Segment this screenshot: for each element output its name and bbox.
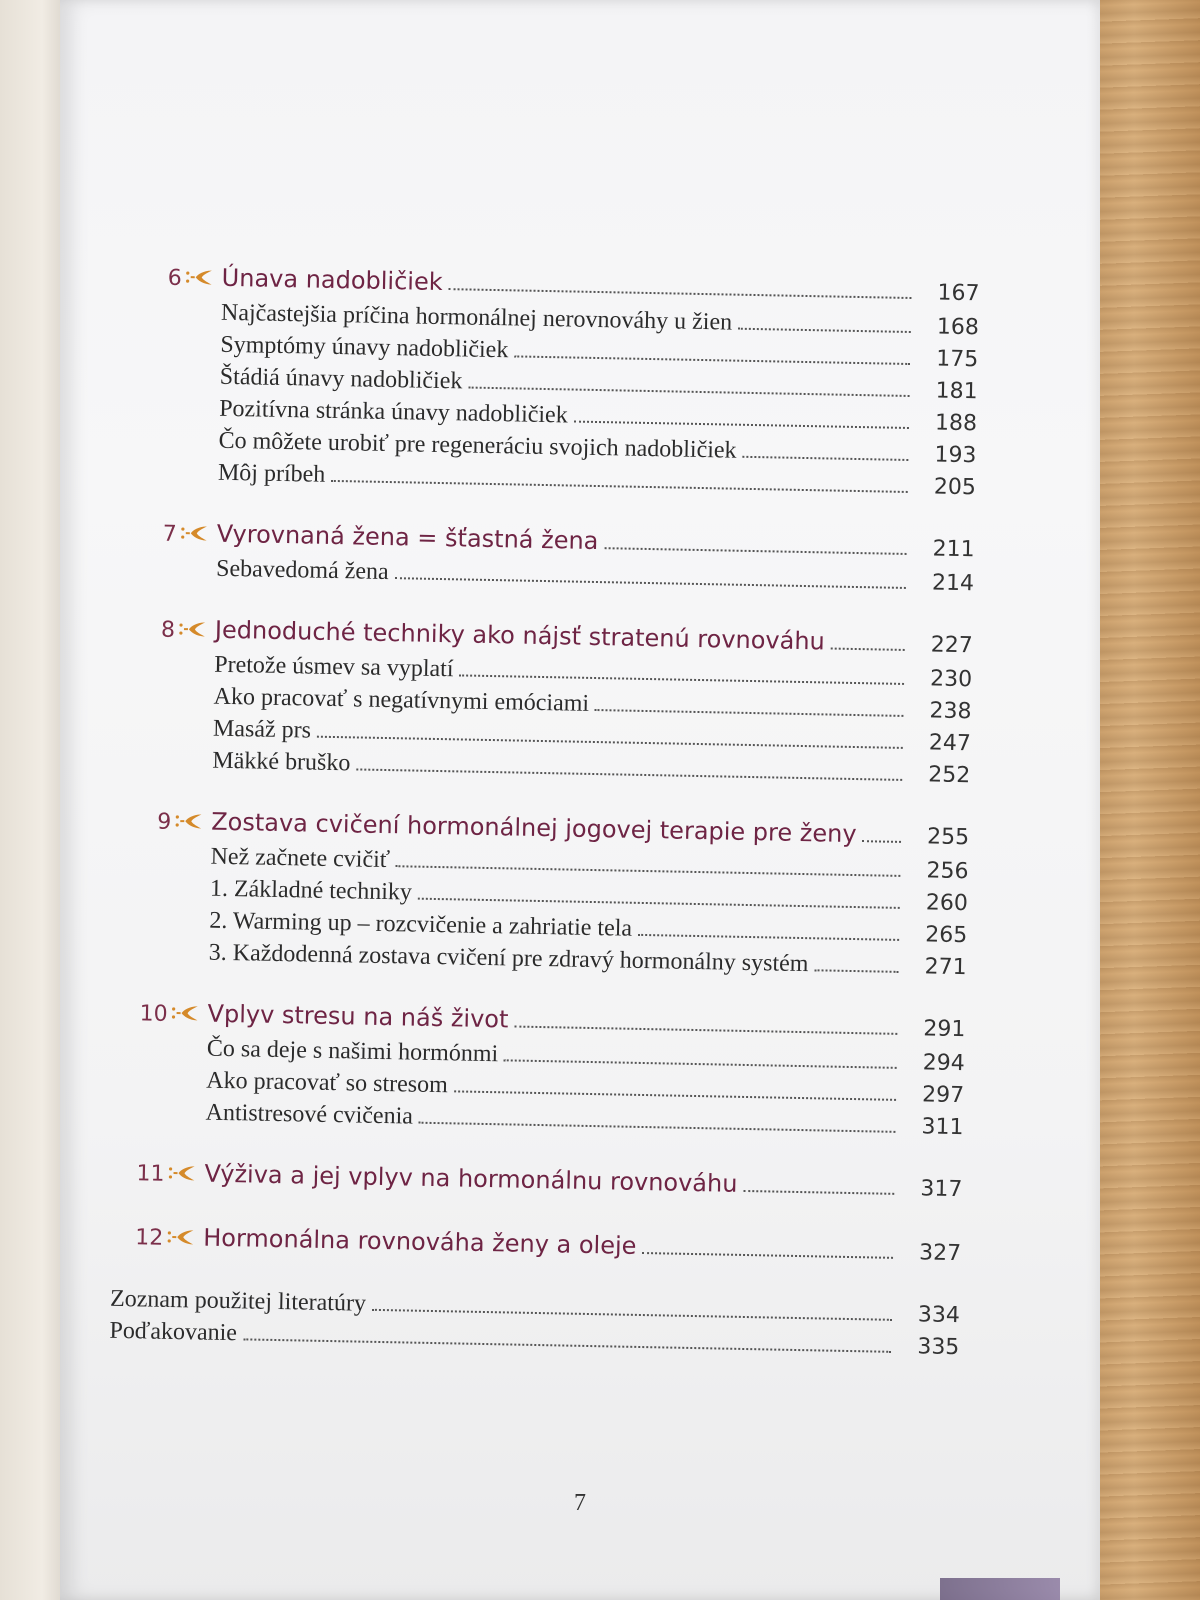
entry-page-number: 252 [928,762,971,789]
back-matter-title: Poďakovanie [109,1317,238,1347]
entry-title: Sebavedomá žena [215,555,389,586]
toc-chapter-row[interactable] [112,1158,963,1210]
entry-page-number: 214 [931,570,975,597]
entry-title: Štádiá únavy nadobličiek [219,363,463,395]
table-of-contents [109,262,980,1394]
entry-page-number: 260 [925,890,969,917]
chapter-title: Hormonálna rovnováha ženy a oleje [203,1223,637,1260]
dot-leader [396,864,900,877]
toc-chapter-section [113,998,965,1146]
dot-leader [574,420,909,429]
indent-spacer [122,670,214,672]
dot-leader [604,546,906,555]
dot-leader [372,1308,892,1321]
chapter-title: Únava nadobličiek [221,263,443,297]
chapter-title: Výživa a jej vplyv na hormonálnu rovnováhu [204,1159,738,1198]
dot-leader [831,647,905,651]
back-matter-page-number: 334 [917,1302,961,1329]
chapter-number: 12 [135,1225,164,1251]
entry-title: Mäkké bruško [212,747,351,777]
entry-page-number: 205 [933,474,977,501]
entry-title: Antistresové cvičenia [205,1099,414,1130]
dot-leader [738,327,911,333]
chapter-page-number: 227 [930,632,974,659]
entry-title: Masáž prs [212,715,312,744]
dot-leader [642,1251,893,1259]
dot-leader [514,354,910,365]
entry-page-number: 271 [924,954,967,981]
entry-page-number: 265 [924,922,968,949]
indent-spacer [122,702,214,704]
indent-spacer [114,1086,206,1088]
leaf-ornament-icon [175,618,215,641]
entry-title: Ako pracovať s negatívnymi emóciami [213,683,590,717]
indent-spacer [114,1118,206,1120]
book-cover-strip [940,1578,1060,1600]
entry-title: Môj príbeh [217,459,326,488]
leaf-ornament-icon [164,1162,204,1185]
entry-page-number: 188 [934,410,978,437]
entry-page-number: 238 [929,698,972,725]
entry-page-number: 256 [926,858,969,885]
chapter-page-number: 291 [923,1016,966,1043]
entry-page-number: 181 [935,378,978,405]
entry-title: Čo môžete urobiť pre regeneráciu svojich nadobličiek [218,427,737,464]
chapter-page-number: 255 [926,824,970,851]
page-number: 7 [574,1490,586,1516]
dot-leader [862,839,901,843]
dot-leader [504,1058,897,1069]
chapter-title: Vyrovnaná žena = šťastná žena [216,519,599,556]
toc-chapter-section [120,614,973,794]
entry-title: Pretože úsmev sa vyplatí [214,651,454,683]
toc-chapter-section [126,262,980,506]
back-matter-page-number: 335 [917,1334,960,1361]
indent-spacer [117,926,209,928]
chapter-page-number: 327 [918,1240,962,1267]
entry-title: Pozitívna stránka únavy nadobličiek [218,395,568,429]
entry-page-number: 297 [921,1082,965,1109]
toc-chapter-section [124,518,975,602]
chapter-page-number: 211 [932,536,975,563]
dot-leader [638,933,899,941]
indent-spacer [118,862,210,864]
entry-page-number: 168 [936,314,980,341]
indent-spacer [128,350,220,352]
chapter-number: 8 [160,617,176,643]
dot-leader [743,1189,894,1195]
dot-leader [418,897,900,909]
entry-page-number: 311 [921,1114,964,1141]
dot-leader [331,479,908,493]
chapter-title: Zostava cvičení hormonálnej jogovej terapie pre ženy [211,807,857,849]
dot-leader [317,735,903,749]
dot-leader [468,386,909,397]
dot-leader [356,767,902,780]
entry-title: Čo sa deje s našimi hormónmi [206,1035,499,1068]
entry-title: 1. Základné techniky [209,875,413,906]
dot-leader [419,1121,896,1133]
dot-leader [742,455,908,461]
leaf-ornament-icon [182,266,222,289]
indent-spacer [129,318,221,320]
indent-spacer [121,734,213,736]
chapter-number: 7 [162,521,178,547]
indent-spacer [115,1054,207,1056]
indent-spacer [126,478,218,480]
toc-chapter-section [112,1158,963,1210]
dot-leader [454,1089,896,1100]
entry-title: 2. Warming up – rozcvičenie a zahriatie tela [209,907,633,942]
wooden-table-background [1090,0,1200,1600]
indent-spacer [128,382,220,384]
entry-page-number: 193 [934,442,977,469]
leaf-ornament-icon [163,1226,203,1249]
toc-chapter-row[interactable] [111,1222,962,1274]
indent-spacer [120,766,212,768]
chapter-title: Jednoduché techniky ako nájsť stratenú rovnováhu [214,615,826,656]
entry-title: Symptómy únavy nadobličiek [220,331,509,364]
entry-page-number: 175 [936,346,979,373]
chapter-number: 9 [157,809,172,835]
dot-leader [814,968,898,973]
entry-page-number: 230 [929,666,973,693]
dot-leader [459,673,904,685]
indent-spacer [124,574,216,576]
indent-spacer [118,894,210,896]
entry-title: Než začnete cvičiť [210,843,391,874]
indent-spacer [127,414,219,416]
back-matter-title: Zoznam použitej literatúry [109,1285,367,1317]
chapter-number: 10 [139,1001,168,1027]
chapter-page-number: 317 [920,1176,963,1203]
entry-page-number: 294 [922,1050,966,1077]
dot-leader [595,708,904,717]
chapter-number: 6 [167,265,182,291]
chapter-number: 11 [136,1161,165,1187]
indent-spacer [117,958,209,960]
indent-spacer [126,446,218,448]
entry-title: Najčastejšia príčina hormonálnej nerovnováhy u žien [220,299,733,336]
toc-chapter-section [116,806,969,986]
toc-back-matter [109,1286,960,1366]
dot-leader [448,287,911,299]
chapter-title: Vplyv stresu na náš život [207,999,509,1034]
dot-leader [243,1337,891,1352]
toc-chapter-section [111,1222,962,1274]
leaf-ornament-icon [177,522,217,545]
entry-page-number: 247 [928,730,972,757]
chapter-page-number: 167 [937,280,980,307]
leaf-ornament-icon [171,810,211,833]
dot-leader [514,1025,897,1035]
leaf-ornament-icon [167,1002,207,1025]
entry-title: Ako pracovať so stresom [206,1067,449,1099]
dot-leader [395,576,906,589]
entry-title: 3. Každodenná zostava cvičení pre zdravý hormonálny systém [208,939,809,978]
